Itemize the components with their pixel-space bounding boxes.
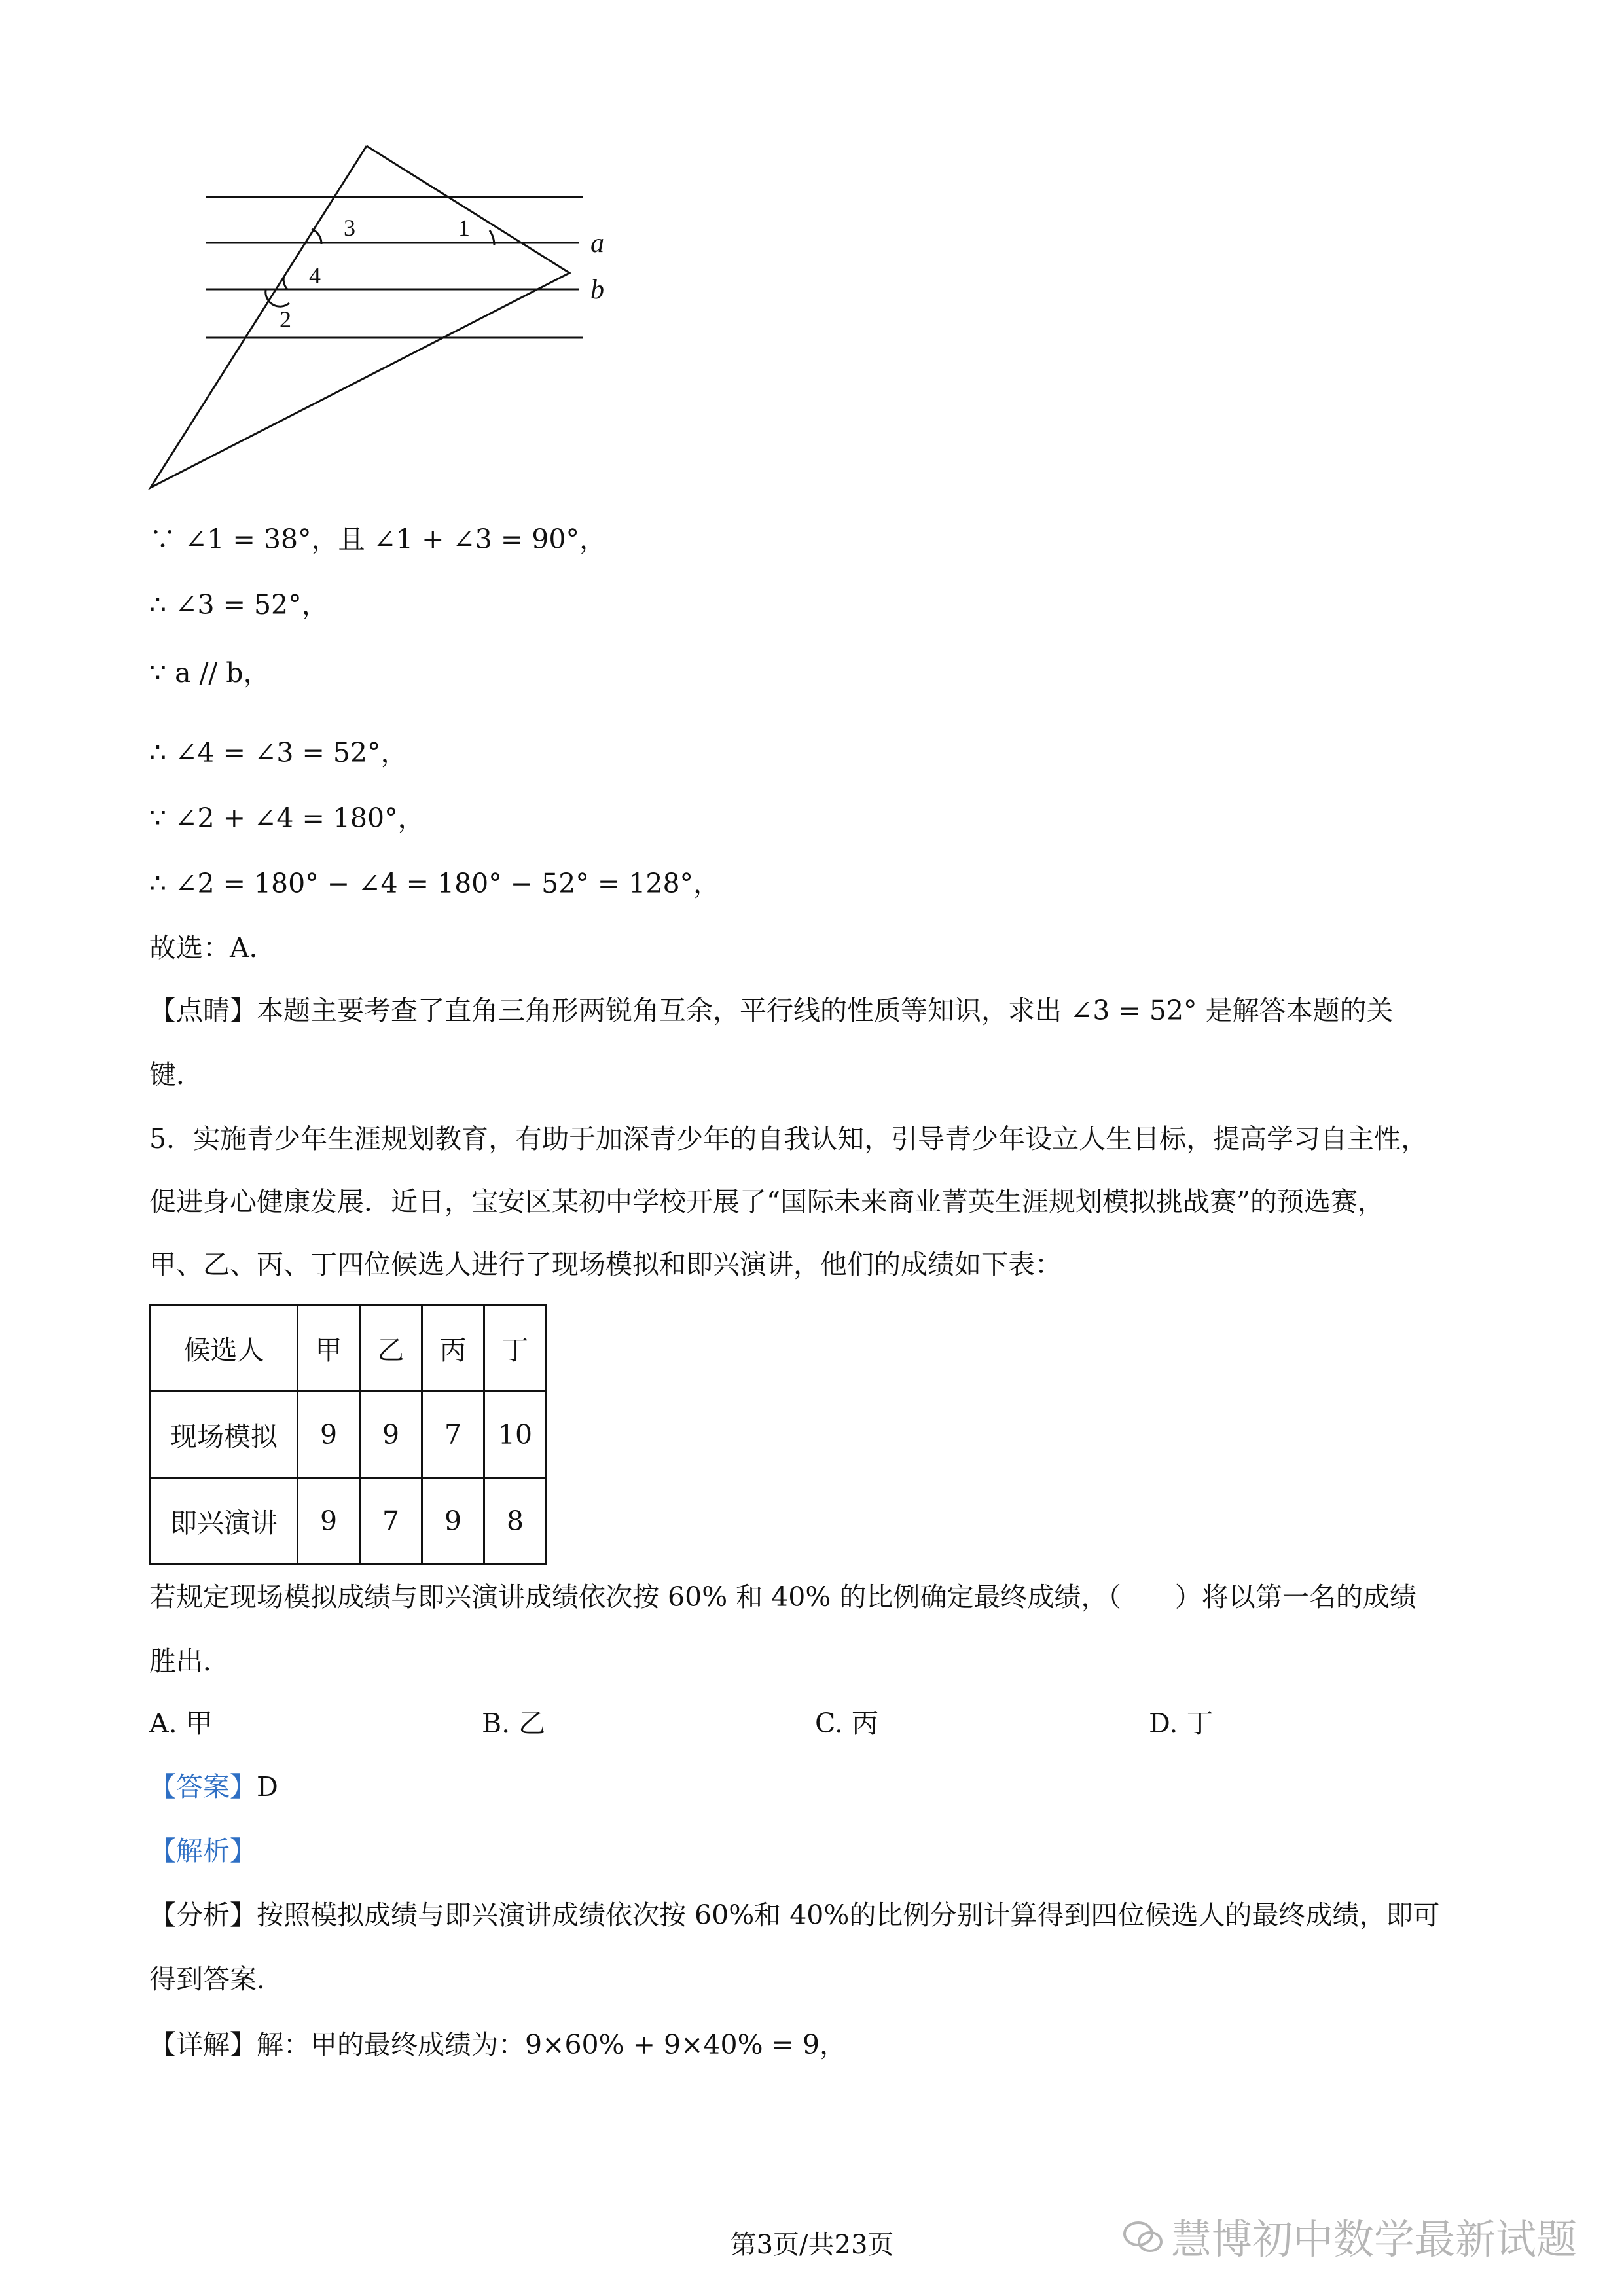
solution-step-2: ∴ ∠3 = 52°， <box>149 589 329 620</box>
comment-line-2: 键． <box>149 1059 203 1090</box>
q5-line-1: 5．实施青少年生涯规划教育，有助于加深青少年的自我认知，引导青少年设立人生目标，提高学习自主性， <box>149 1123 1428 1155</box>
option-d: D. 丁 <box>1149 1708 1214 1739</box>
table-header-row <box>151 1305 547 1391</box>
table-row <box>151 1478 547 1564</box>
q5-line-4: 若规定现场模拟成绩与即兴演讲成绩依次按 60% 和 40% 的比例确定最终成绩，（ ）将以第一名的成绩 <box>149 1581 1416 1613</box>
line-a-label: a <box>590 228 604 259</box>
solution-step-3: ∵ a // b， <box>149 657 270 689</box>
table-cell: 9 <box>298 1478 360 1564</box>
option-a: A. 甲 <box>149 1708 213 1739</box>
detail-text: 解：甲的最终成绩为：9×60% + 9×40% = 9， <box>257 2029 847 2060</box>
angle-2-label: 2 <box>280 306 291 332</box>
table-cell: 即兴演讲 <box>151 1478 298 1564</box>
table-row <box>151 1391 547 1478</box>
wechat-icon <box>1123 2218 1164 2266</box>
table-cell: 8 <box>484 1478 547 1564</box>
table-cell: 9 <box>298 1391 360 1478</box>
comment-text: 本题主要考查了直角三角形两锐角互余，平行线的性质等知识，求出 ∠3 = 52° 是解答本题的关 <box>257 995 1394 1026</box>
angle-3-label: 3 <box>344 215 355 241</box>
angle-4-arc <box>283 276 287 289</box>
q5-line-3: 甲、乙、丙、丁四位候选人进行了现场模拟和即兴演讲，他们的成绩如下表： <box>149 1249 1062 1280</box>
fenxi-text: 按照模拟成绩与即兴演讲成绩依次按 60%和 40%的比例分别计算得到四位候选人的最终成绩，即可 <box>257 1899 1440 1931</box>
watermark-text: 慧博初中数学最新试题 <box>1171 2215 1578 2263</box>
detail-line-1 <box>149 2026 846 2063</box>
table-cell: 10 <box>484 1391 547 1478</box>
choice-line: 故选：A． <box>149 932 276 963</box>
table-cell: 乙 <box>360 1305 422 1391</box>
table-cell: 9 <box>360 1391 422 1478</box>
fenxi-line-2: 得到答案． <box>149 1964 283 1995</box>
angle-4-label: 4 <box>309 262 321 289</box>
comment-tag: 【点睛】 <box>149 995 257 1026</box>
table-cell: 7 <box>360 1478 422 1564</box>
scores-table <box>149 1304 547 1565</box>
table-cell: 7 <box>422 1391 484 1478</box>
table-cell: 现场模拟 <box>151 1391 298 1478</box>
answer-value: D <box>257 1771 278 1803</box>
solution-step-6: ∴ ∠2 = 180° − ∠4 = 180° − 52° = 128°， <box>149 868 721 899</box>
analysis-tag: 【解析】 <box>149 1835 257 1867</box>
solution-step-4: ∴ ∠4 = ∠3 = 52°， <box>149 737 408 768</box>
table-cell: 候选人 <box>151 1305 298 1391</box>
option-b: B. 乙 <box>482 1708 546 1739</box>
q5-line-2: 促进身心健康发展．近日，宝安区某初中学校开展了“国际未来商业菁英生涯规划模拟挑战赛”的预选赛， <box>149 1186 1384 1217</box>
fenxi-tag: 【分析】 <box>149 1899 257 1931</box>
comment-line-1 <box>149 992 1394 1029</box>
page-footer: 第3页/共23页 <box>730 2230 894 2260</box>
solution-step-5: ∵ ∠2 + ∠4 = 180°， <box>149 802 425 834</box>
answer-line <box>149 1768 278 1805</box>
answer-tag: 【答案】 <box>149 1771 257 1803</box>
table-cell: 9 <box>422 1478 484 1564</box>
table-cell: 丙 <box>422 1305 484 1391</box>
table-cell: 甲 <box>298 1305 360 1391</box>
angle-1-label: 1 <box>458 215 470 241</box>
detail-tag: 【详解】 <box>149 2029 257 2060</box>
q5-line-5: 胜出． <box>149 1645 230 1677</box>
solution-step-1: ∵ ∠1 = 38°，且 ∠1 + ∠3 = 90°， <box>149 524 606 555</box>
line-b-label: b <box>590 275 604 305</box>
geometry-figure <box>144 134 602 501</box>
fenxi-line-1 <box>149 1897 1439 1933</box>
table-cell: 丁 <box>484 1305 547 1391</box>
watermark <box>1123 2207 1577 2266</box>
option-c: C. 丙 <box>815 1708 878 1739</box>
